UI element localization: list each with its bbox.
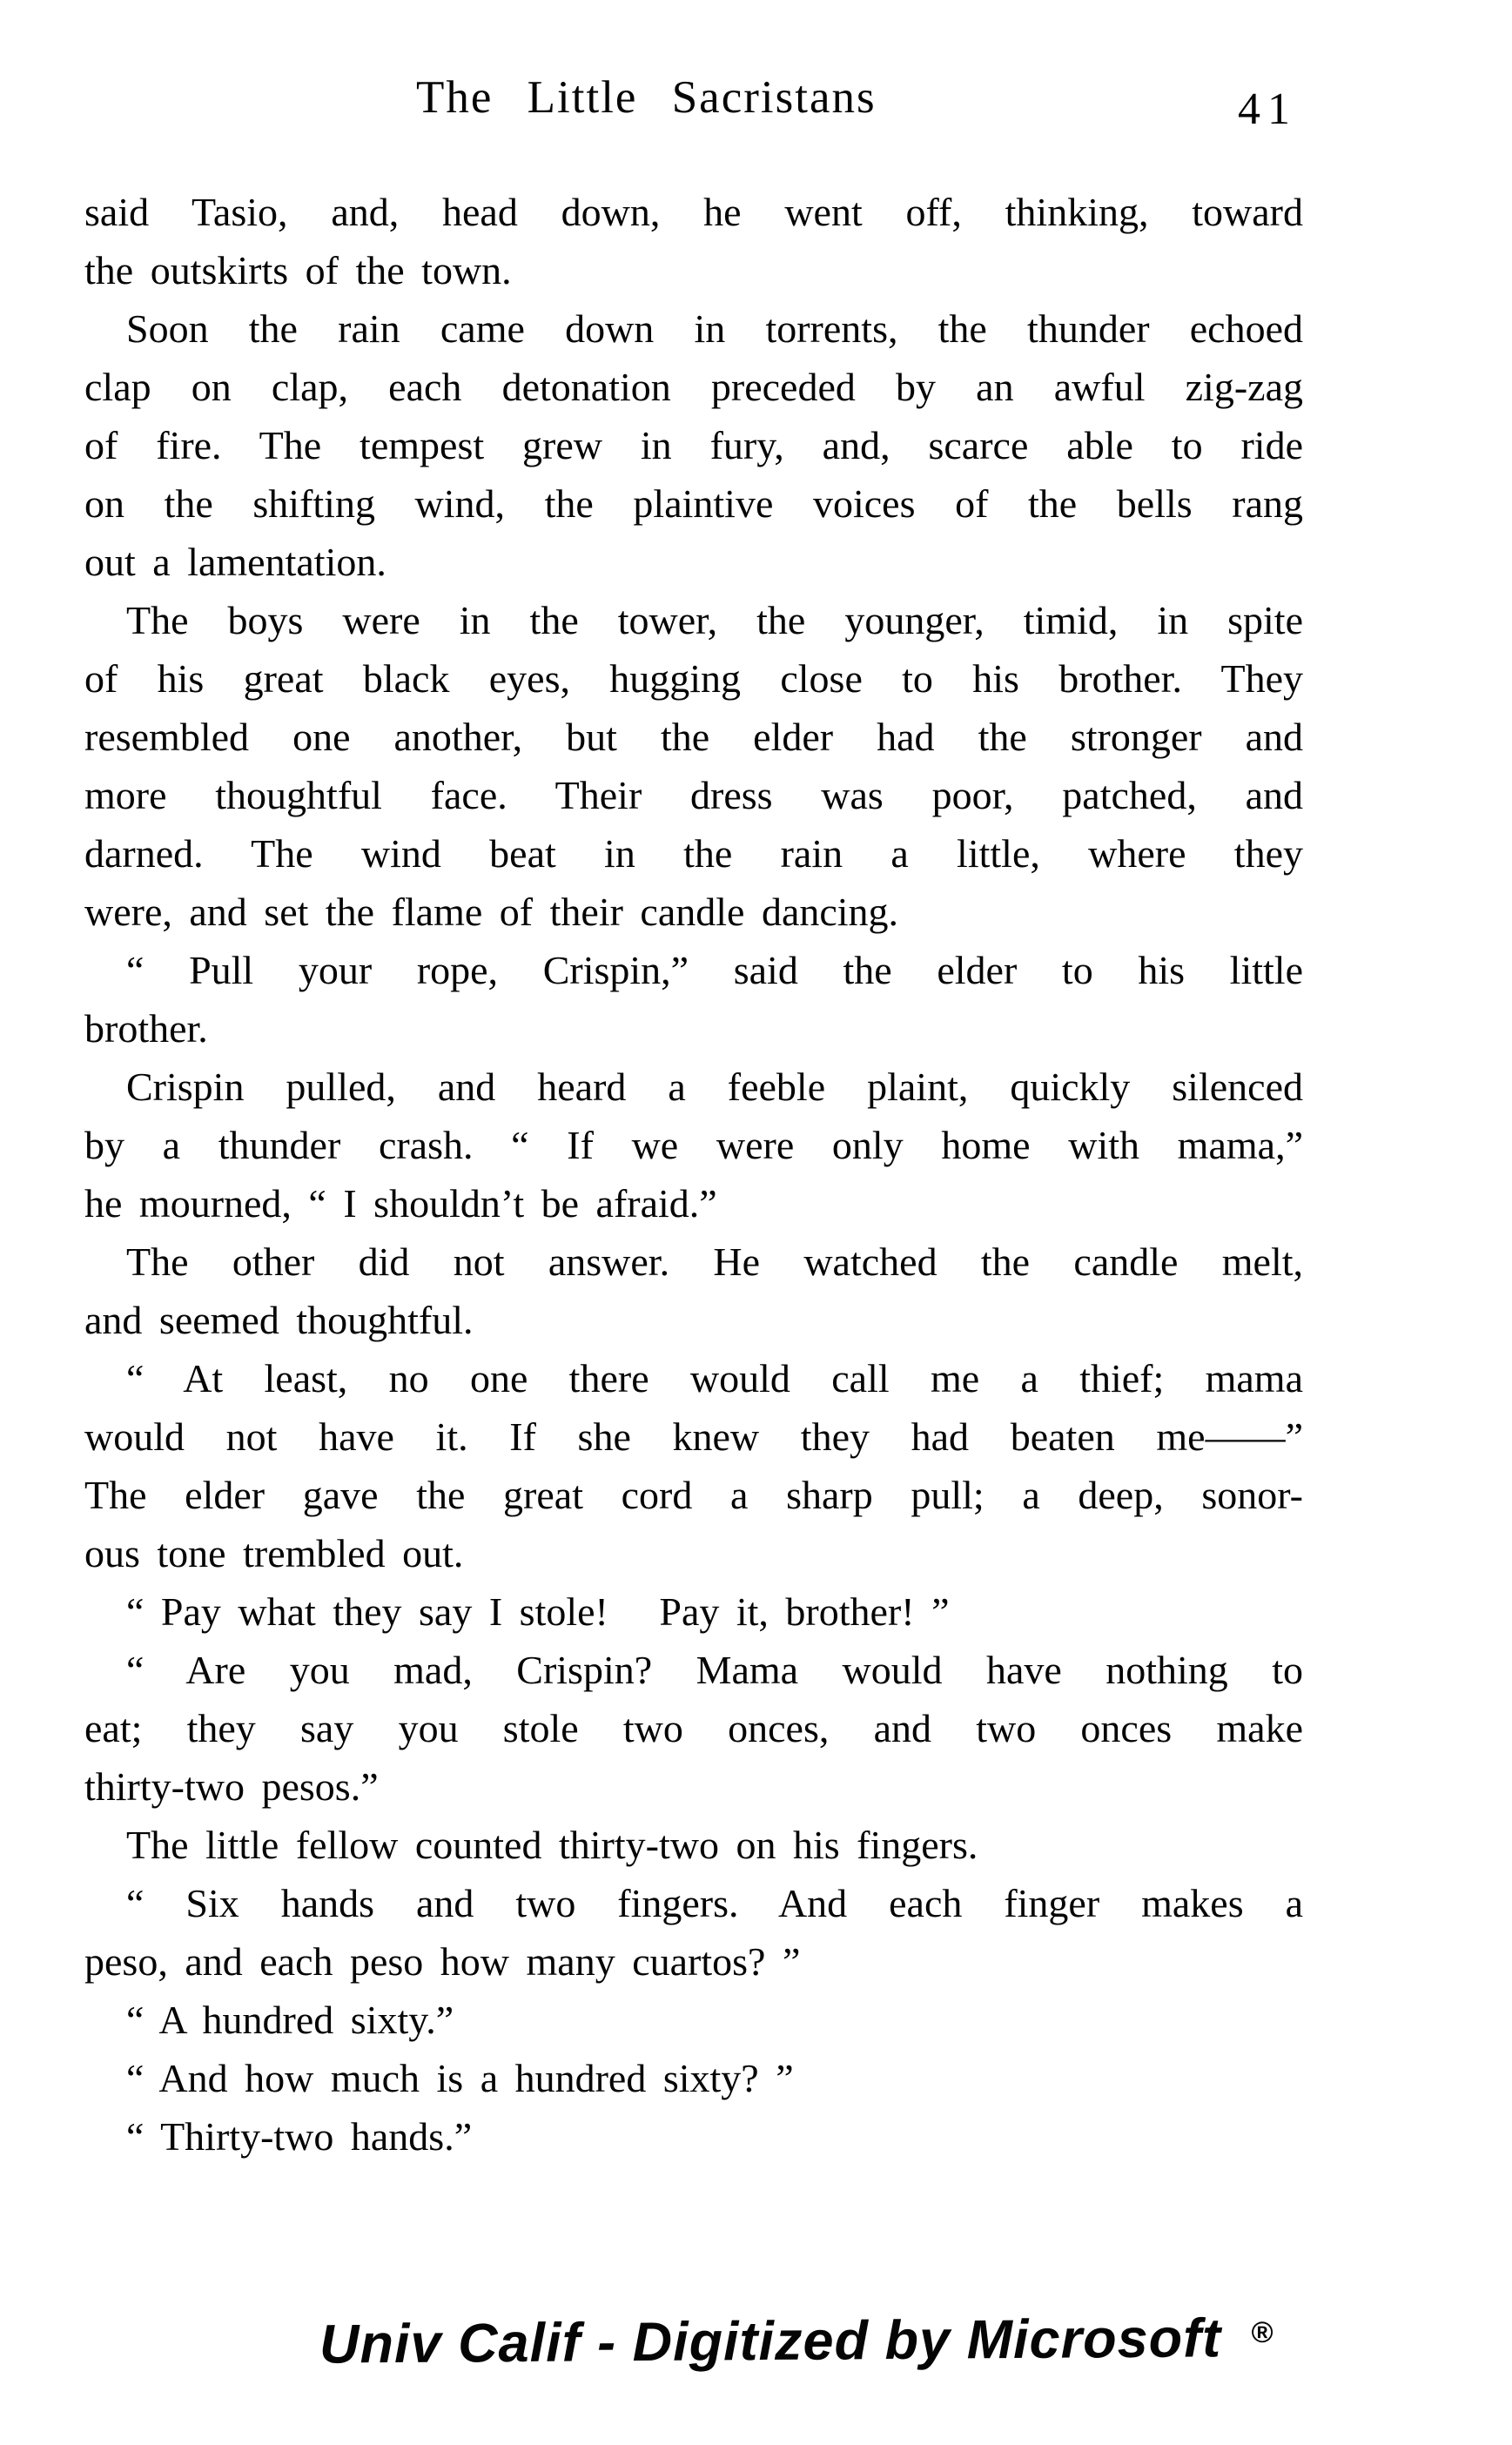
text-line: clap on clap, each detonation preceded by an awful zig-zag [84, 365, 1303, 409]
text-line: on the shifting wind, the plaintive voices of the bells rang [84, 481, 1303, 526]
text-line: more thoughtful face. Their dress was poor, patched, and [84, 773, 1303, 817]
text-line: peso, and each peso how many cuartos? ” [84, 1939, 801, 1984]
text-line: and seemed thoughtful. [84, 1298, 474, 1342]
text-line: of his great black eyes, hugging close to his brother. They [84, 656, 1303, 701]
text-line: The elder gave the great cord a sharp pull; a deep, sonor- [84, 1473, 1303, 1517]
text-line: eat; they say you stole two onces, and two onces make [84, 1706, 1303, 1750]
page-body [84, 183, 1303, 2166]
text-line: of fire. The tempest grew in fury, and, scarce able to ride [84, 423, 1303, 467]
page-number: 41 [1238, 84, 1297, 134]
text-line: the outskirts of the town. [84, 248, 512, 292]
text-line: “ Pay what they say I stole! Pay it, brother! ” [126, 1589, 950, 1634]
text-line: Soon the rain came down in torrents, the thunder echoed [126, 306, 1303, 351]
text-line: ous tone trembled out. [84, 1531, 464, 1575]
text-line: darned. The wind beat in the rain a little, where they [84, 831, 1303, 876]
text-line: Crispin pulled, and heard a feeble plaint, quickly silenced [126, 1065, 1303, 1109]
text-line: were, and set the flame of their candle dancing. [84, 890, 899, 934]
text-line: The other did not answer. He watched the candle melt, [126, 1239, 1303, 1284]
page-title: The Little Sacristans [416, 72, 877, 123]
text-line: thirty-two pesos.” [84, 1764, 379, 1809]
text-line: said Tasio, and, head down, he went off, thinking, toward [84, 190, 1303, 234]
text-line: would not have it. If she knew they had beaten me——” [84, 1414, 1303, 1459]
text-line: “ At least, no one there would call me a thief; mama [126, 1356, 1303, 1401]
text-line: “ Pull your rope, Crispin,” said the elder to his little [126, 948, 1303, 992]
running-head [0, 0, 1512, 157]
text-line: he mourned, “ I shouldn’t be afraid.” [84, 1181, 717, 1226]
text-line: “ Thirty-two hands.” [126, 2114, 473, 2159]
text-line: The little fellow counted thirty-two on his fingers. [126, 1823, 978, 1867]
watermark-text: Univ Calif - Digitized by Microsoft [319, 2307, 1222, 2375]
text-line: “ A hundred sixty.” [126, 1998, 454, 2042]
text-line: “ And how much is a hundred sixty? ” [126, 2056, 794, 2100]
text-line: by a thunder crash. “ If we were only home with mama,” [84, 1123, 1303, 1167]
text-line: “ Are you mad, Crispin? Mama would have nothing to [126, 1648, 1303, 1692]
text-line: brother. [84, 1006, 208, 1051]
digitization-watermark [254, 2256, 1273, 2428]
text-line: out a lamentation. [84, 540, 386, 584]
registered-mark: ® [1250, 2315, 1274, 2350]
text-line: “ Six hands and two fingers. And each finger makes a [126, 1881, 1303, 1925]
text-line: The boys were in the tower, the younger, timid, in spite [126, 598, 1303, 642]
text-line: resembled one another, but the elder had the stronger and [84, 715, 1303, 759]
